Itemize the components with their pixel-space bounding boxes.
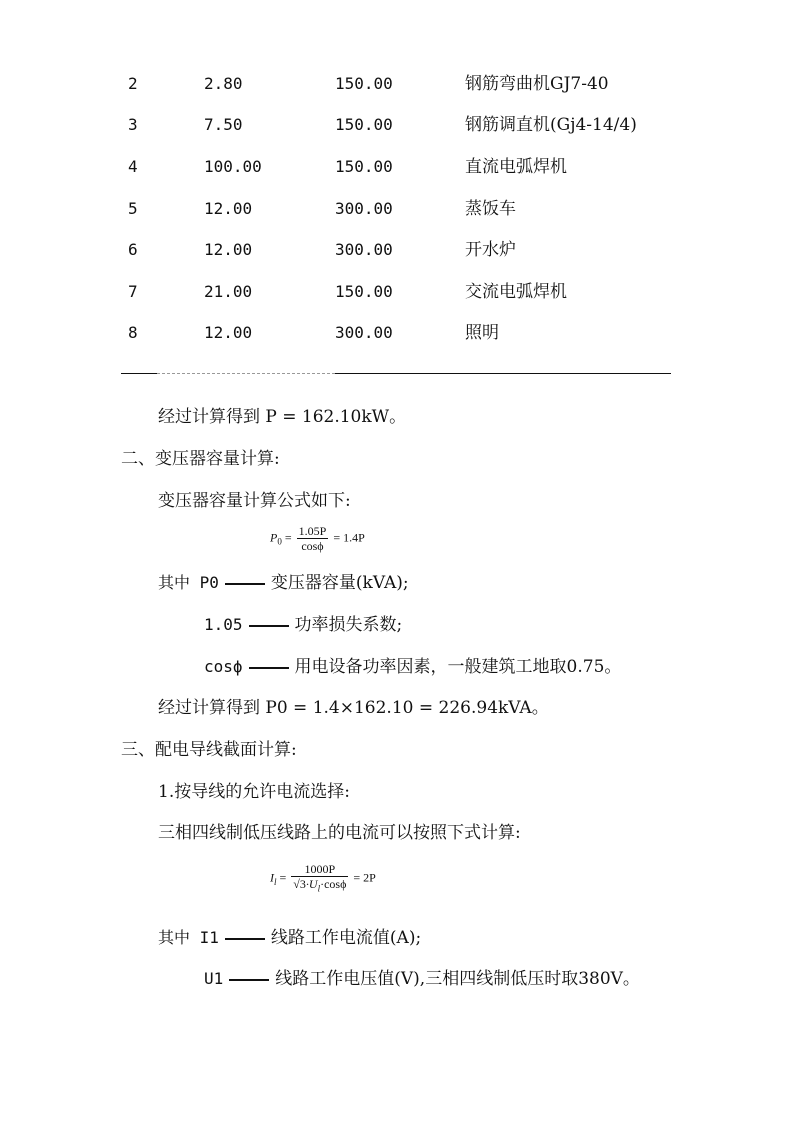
transformer-formula: $P_0$ = $\frac{1.05P}{\cos\phi}$ = 1.4P bbox=[270, 524, 365, 553]
row-power: 12.00 bbox=[204, 240, 253, 259]
definition-cos-desc: 用电设备功率因素，一般建筑工地取0.75。 bbox=[294, 657, 622, 677]
row-power: 21.00 bbox=[204, 282, 253, 301]
row-equipment-name: 开水炉 bbox=[465, 240, 516, 260]
row-length: 300.00 bbox=[335, 199, 393, 218]
definition-cos-label: cosϕ bbox=[204, 657, 243, 676]
row-equipment-name: 钢筋调直机(Gj4-14/4) bbox=[465, 115, 637, 135]
row-equipment-name: 交流电弧焊机 bbox=[465, 282, 567, 302]
row-equipment-name: 钢筋弯曲机GJ7-40 bbox=[465, 74, 609, 94]
row-number: 6 bbox=[128, 240, 138, 259]
definition-i1-label: 其中 I1 bbox=[158, 928, 219, 947]
definition-p0-label: 其中 P0 bbox=[158, 573, 219, 592]
row-power: 7.50 bbox=[204, 115, 243, 134]
em-dash bbox=[229, 979, 269, 981]
definition-factor-label: 1.05 bbox=[204, 615, 243, 634]
row-number: 2 bbox=[128, 74, 138, 93]
row-length: 300.00 bbox=[335, 240, 393, 259]
row-length: 150.00 bbox=[335, 282, 393, 301]
formula2-den-u: ·U bbox=[305, 877, 318, 891]
formula1-lhs-var: P bbox=[270, 530, 278, 545]
row-power: 12.00 bbox=[204, 323, 253, 342]
current-formula: $I_l$ = $\frac{1000P}{√3\cdot U_l\cdot\cos\phi}$ = 2P bbox=[270, 862, 376, 894]
row-length: 300.00 bbox=[335, 323, 393, 342]
formula2-den-cos: ·cosϕ bbox=[320, 877, 347, 891]
row-number: 5 bbox=[128, 199, 138, 218]
formula1-lhs-sub: 0 bbox=[277, 536, 282, 547]
formula1-rhs: = 1.4P bbox=[333, 530, 365, 545]
section2-heading: 二、变压器容量计算: bbox=[121, 449, 280, 469]
definition-p0-desc: 变压器容量(kVA); bbox=[270, 573, 409, 593]
definition-factor bbox=[204, 614, 402, 636]
sqrt-symbol: √ bbox=[293, 877, 300, 891]
result-p0-text: 经过计算得到 P0 = 1.4×162.10 = 226.94kVA。 bbox=[158, 698, 549, 718]
row-length: 150.00 bbox=[335, 157, 393, 176]
em-dash bbox=[249, 667, 289, 669]
definition-u1-label: U1 bbox=[204, 969, 224, 988]
formula2-sqrt-arg: 3 bbox=[299, 877, 306, 891]
section2-formula-intro: 变压器容量计算公式如下: bbox=[158, 491, 351, 511]
definition-u1 bbox=[204, 968, 640, 990]
table-rule-dashed bbox=[157, 373, 335, 374]
row-power: 12.00 bbox=[204, 199, 253, 218]
formula1-denominator: cosϕ bbox=[301, 539, 324, 553]
formula2-lhs-sub: l bbox=[274, 876, 277, 887]
em-dash bbox=[225, 938, 265, 940]
row-length: 150.00 bbox=[335, 74, 393, 93]
row-number: 8 bbox=[128, 323, 138, 342]
row-number: 4 bbox=[128, 157, 138, 176]
row-power: 2.80 bbox=[204, 74, 243, 93]
formula2-den-sub: l bbox=[317, 883, 321, 894]
table-rule-right bbox=[335, 373, 671, 374]
result-p-text: 经过计算得到 P = 162.10kW。 bbox=[158, 407, 407, 427]
row-equipment-name: 直流电弧焊机 bbox=[465, 157, 567, 177]
row-equipment-name: 照明 bbox=[465, 323, 499, 343]
table-rule-left bbox=[121, 373, 157, 374]
formula2-fraction bbox=[291, 862, 348, 895]
formula2-denominator bbox=[291, 877, 348, 895]
section3-subheading: 1.按导线的允许电流选择: bbox=[158, 782, 350, 802]
formula2-rhs: = 2P bbox=[353, 870, 376, 885]
row-length: 150.00 bbox=[335, 115, 393, 134]
section3-heading: 三、配电导线截面计算: bbox=[121, 740, 297, 760]
section3-intro: 三相四线制低压线路上的电流可以按照下式计算: bbox=[158, 823, 521, 843]
formula2-numerator: 1000P bbox=[291, 862, 348, 877]
formula1-fraction bbox=[297, 524, 329, 553]
definition-i1-desc: 线路工作电流值(A); bbox=[270, 928, 422, 948]
row-number: 7 bbox=[128, 282, 138, 301]
em-dash bbox=[225, 583, 265, 585]
row-equipment-name: 蒸饭车 bbox=[465, 199, 516, 219]
definition-cos bbox=[204, 656, 621, 678]
formula1-numerator: 1.05P bbox=[298, 524, 327, 538]
formula2-lhs-var: I bbox=[270, 870, 274, 885]
definition-u1-desc: 线路工作电压值(V),三相四线制低压时取380V。 bbox=[275, 969, 640, 989]
definition-p0 bbox=[158, 572, 409, 594]
em-dash bbox=[249, 625, 289, 627]
definition-factor-desc: 功率损失系数; bbox=[294, 615, 403, 635]
row-power: 100.00 bbox=[204, 157, 262, 176]
definition-i1 bbox=[158, 927, 421, 949]
row-number: 3 bbox=[128, 115, 138, 134]
